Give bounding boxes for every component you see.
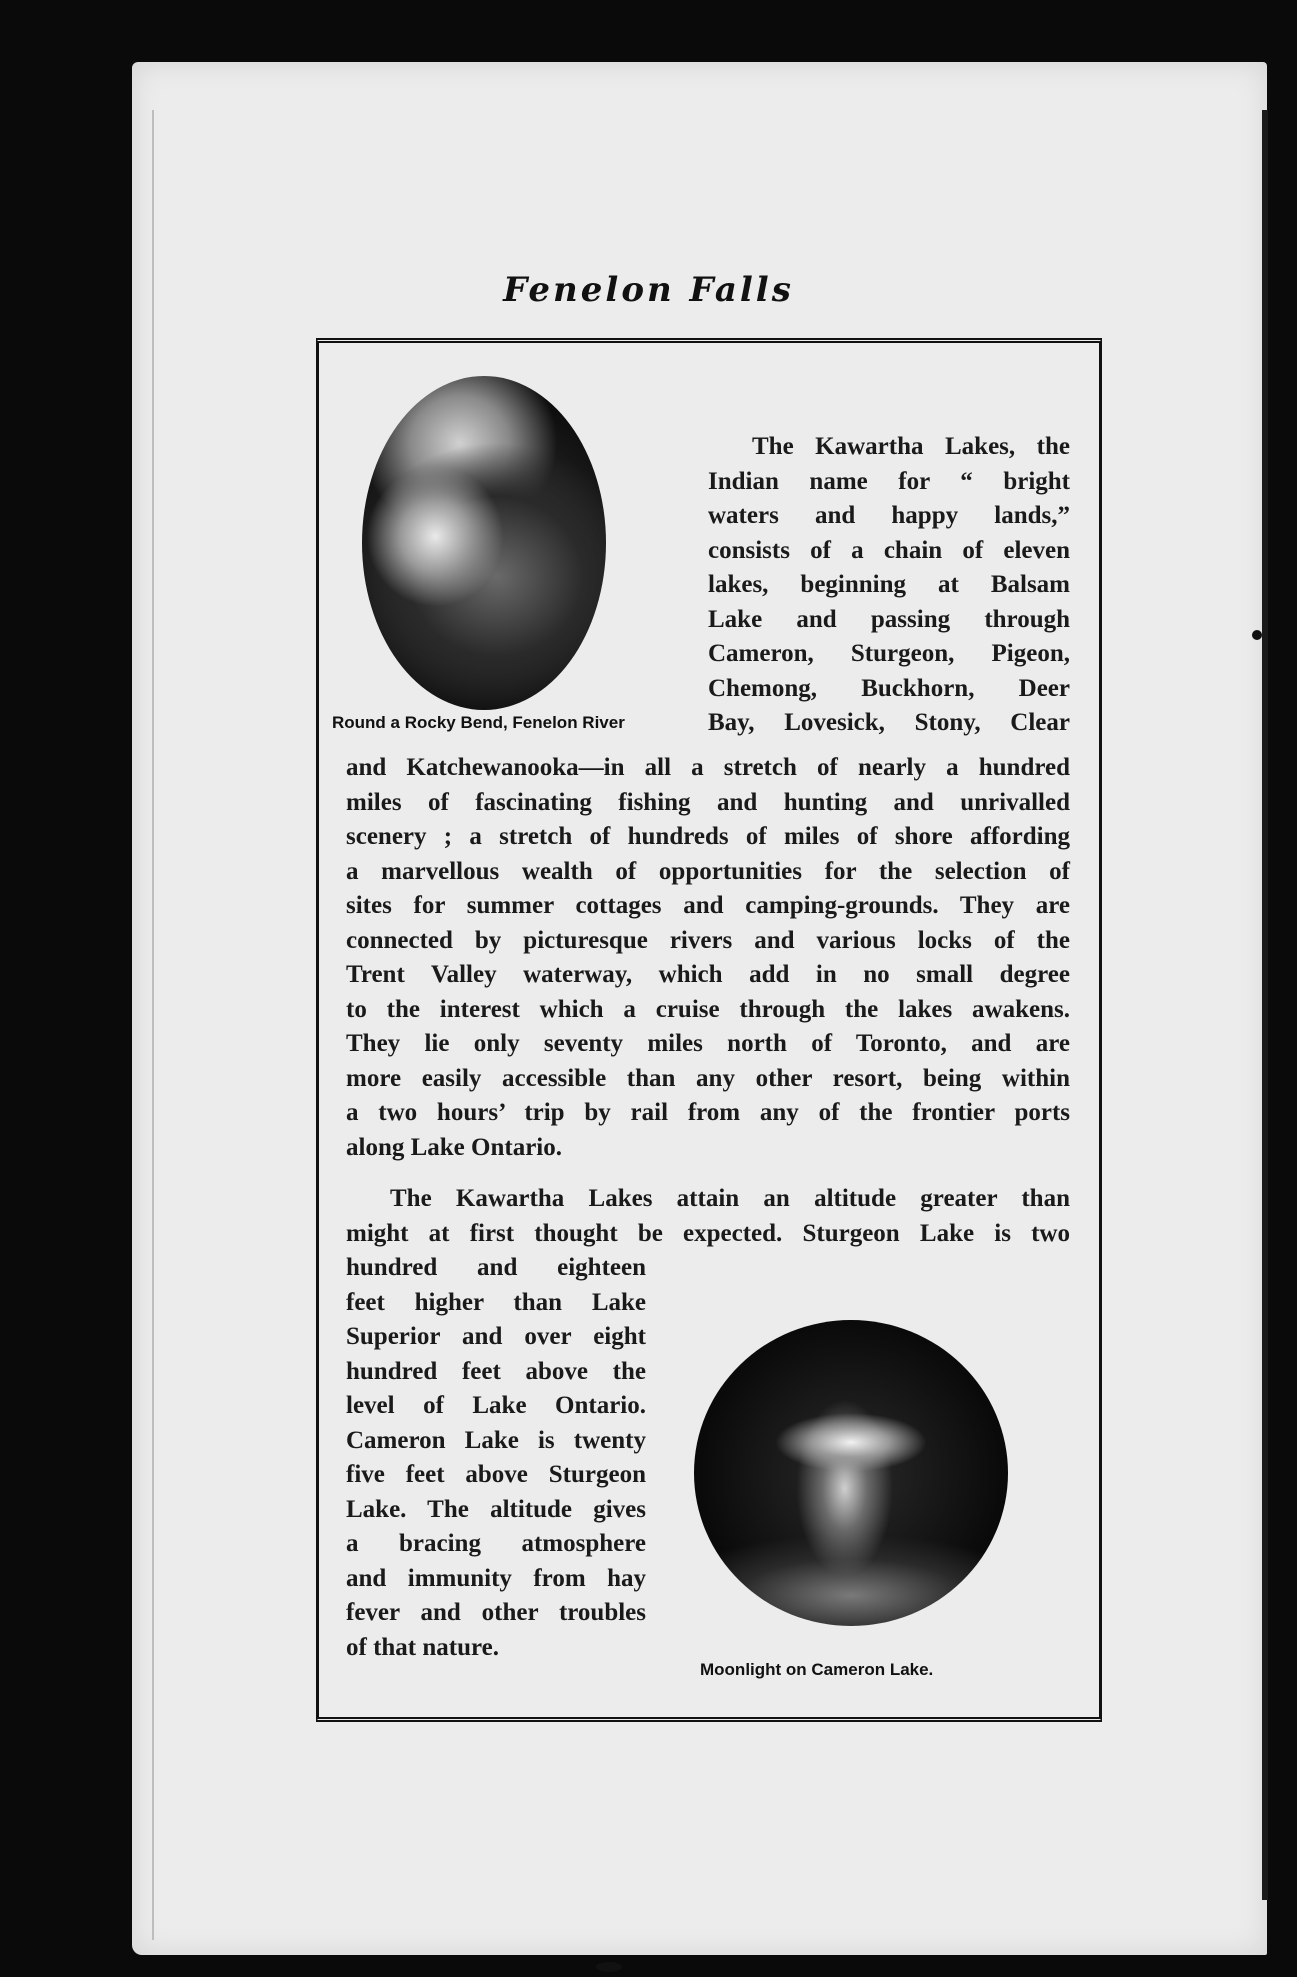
text-line: scenery ; a stretch of hundreds of miles of shore affording bbox=[346, 823, 1070, 850]
page-fold-line bbox=[152, 110, 154, 1940]
text-line: five feet above Sturgeon bbox=[346, 1461, 646, 1488]
paragraph-2-full-width bbox=[346, 1182, 1070, 1251]
ink-speck bbox=[1252, 630, 1262, 640]
page-title: Fenelon Falls bbox=[503, 270, 794, 310]
text-line: and immunity from hay bbox=[346, 1564, 646, 1592]
text-line: connected by picturesque rivers and various locks of the bbox=[346, 926, 1070, 954]
text-line: fever and other troubles bbox=[346, 1599, 646, 1626]
text-line: along Lake Ontario. bbox=[346, 1133, 562, 1161]
photo-caption-moonlight: Moonlight on Cameron Lake. bbox=[700, 1660, 934, 1679]
ink-speck bbox=[596, 1962, 622, 1972]
text-line: Chemong, Buckhorn, Deer bbox=[708, 674, 1070, 702]
text-line: Bay, Lovesick, Stony, Clear bbox=[708, 709, 1070, 736]
text-line: feet higher than Lake bbox=[346, 1288, 646, 1316]
text-line: hundred and eighteen bbox=[346, 1254, 646, 1281]
text-line: Lake. The altitude gives bbox=[346, 1495, 646, 1523]
photo-rocky-bend bbox=[362, 376, 606, 710]
photo-moonlight-cameron-lake bbox=[694, 1320, 1008, 1626]
text-line: Superior and over eight bbox=[346, 1323, 646, 1350]
text-line: Cameron Lake is twenty bbox=[346, 1426, 646, 1454]
text-line: a bracing atmosphere bbox=[346, 1530, 646, 1557]
text-line: a marvellous wealth of opportunities for the selection of bbox=[346, 857, 1070, 885]
text-line: and Katchewanooka—in all a stretch of nearly a hundred bbox=[346, 754, 1070, 781]
text-line: of that nature. bbox=[346, 1633, 500, 1661]
text-line: waters and happy lands,” bbox=[708, 502, 1070, 529]
paragraph-1-beside-photo bbox=[708, 430, 1070, 741]
text-line: Indian name for “ bright bbox=[708, 467, 1070, 495]
text-line: level of Lake Ontario. bbox=[346, 1392, 646, 1419]
text-line: The Kawartha Lakes attain an altitude greater than bbox=[390, 1185, 1070, 1212]
text-line: sites for summer cottages and camping-grounds. They are bbox=[346, 892, 1070, 919]
text-line: miles of fascinating fishing and hunting and unrivalled bbox=[346, 788, 1070, 816]
paragraph-1-full-width bbox=[346, 751, 1070, 1165]
text-line: They lie only seventy miles north of Toronto, and are bbox=[346, 1030, 1070, 1057]
text-line: might at first thought be expected. Sturgeon Lake is two bbox=[346, 1219, 1070, 1247]
text-line: Cameron, Sturgeon, Pigeon, bbox=[708, 640, 1070, 667]
text-line: a two hours’ trip by rail from any of the frontier ports bbox=[346, 1099, 1070, 1126]
text-line: consists of a chain of eleven bbox=[708, 536, 1070, 564]
text-line: more easily accessible than any other resort, being within bbox=[346, 1064, 1070, 1092]
text-line: Lake and passing through bbox=[708, 605, 1070, 633]
text-line: lakes, beginning at Balsam bbox=[708, 571, 1070, 598]
text-line: to the interest which a cruise through the lakes awakens. bbox=[346, 995, 1070, 1023]
text-line: The Kawartha Lakes, the bbox=[752, 433, 1070, 460]
photo-caption-rocky-bend: Round a Rocky Bend, Fenelon River bbox=[332, 713, 625, 732]
text-line: hundred feet above the bbox=[346, 1357, 646, 1385]
paragraph-2-beside-photo bbox=[346, 1251, 646, 1665]
text-line: Trent Valley waterway, which add in no small degree bbox=[346, 961, 1070, 988]
adjacent-page-edge bbox=[1262, 110, 1268, 1900]
